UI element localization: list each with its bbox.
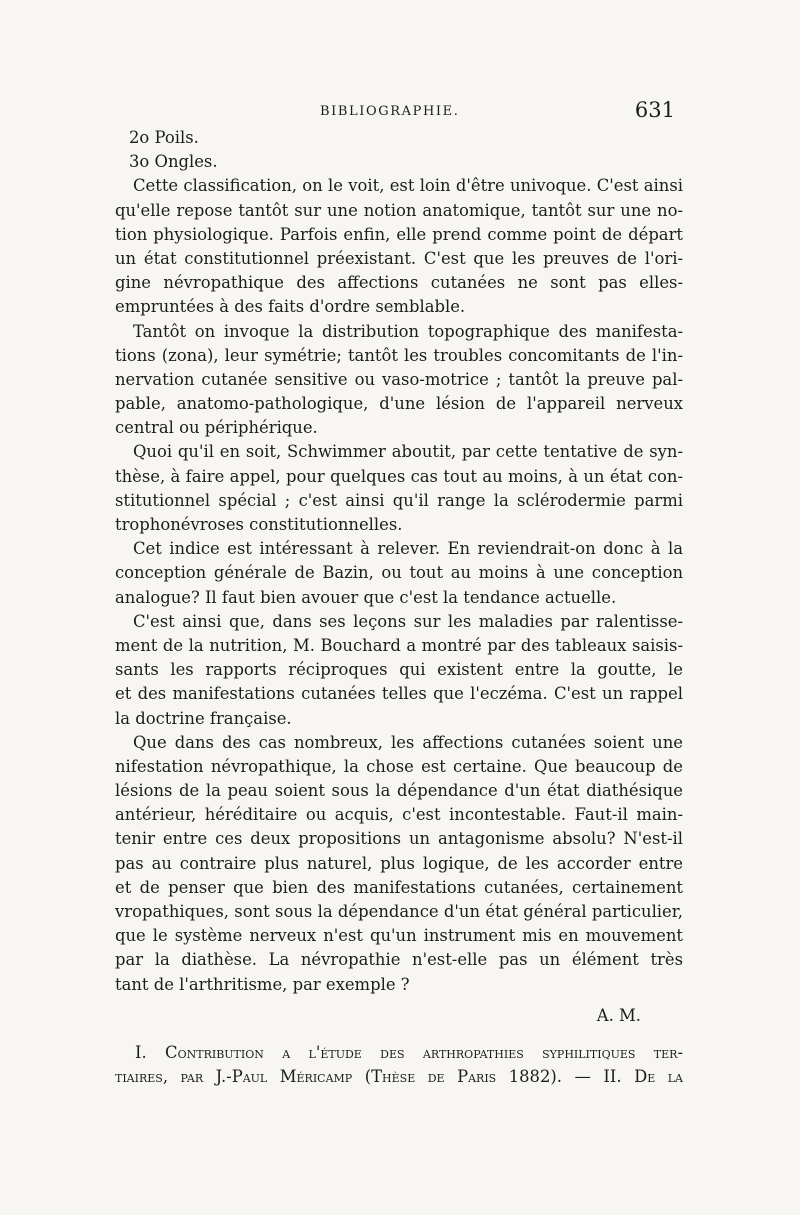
- text-line: et des manifestations cutanées telles que l'eczéma. C'est un rappel: [115, 684, 683, 704]
- text-line: tant de l'arthritisme, par exemple ?: [115, 974, 410, 994]
- text-line: Que dans des cas nombreux, les affections cutanées soient une: [133, 732, 683, 752]
- text-line: thèse, à faire appel, pour quelques cas tout au moins, à un état con-: [115, 466, 683, 486]
- text-line: empruntées à des faits d'ordre semblable.: [115, 297, 466, 317]
- text-line: conception générale de Bazin, ou tout au moins à une conception: [115, 563, 683, 583]
- text-line: Cet indice est intéressant à relever. En reviendrait-on donc à la: [133, 539, 683, 559]
- text-line: 3o Ongles.: [129, 152, 218, 172]
- text-line: nifestation névropathique, la chose est certaine. Que beaucoup de: [115, 756, 683, 776]
- text-line: trophonévroses constitutionnelles.: [115, 515, 403, 534]
- text-line: central ou périphérique.: [115, 418, 318, 438]
- text-line: un état constitutionnel préexistant. C'est que les preuves de l'ori-: [115, 248, 683, 268]
- text-line: lésions de la peau soient sous la dépendance d'un état diathésique: [115, 781, 683, 801]
- text-line: tions (zona), leur symétrie; tantôt les troubles concomitants de l'in-: [115, 345, 683, 365]
- text-line: vropathiques, sont sous la dépendance d'un état général particulier,: [115, 902, 683, 921]
- footnote-line: tiaires, par J.-Paul Méricamp (Thèse de Paris 1882). — II. De la: [115, 1066, 683, 1086]
- text-line: ment de la nutrition, M. Bouchard a montré par des tableaux saisis-: [115, 635, 683, 655]
- text-line: nervation cutanée sensitive ou vaso-motrice ; tantôt la preuve pal-: [115, 369, 683, 389]
- author-signature: A. M.: [596, 1005, 641, 1025]
- text-line: Quoi qu'il en soit, Schwimmer aboutit, par cette tentative de syn-: [133, 442, 683, 462]
- text-line: que le système nerveux n'est qu'un instrument mis en mouvement: [115, 926, 683, 946]
- paragraph-lines: [115, 126, 683, 997]
- text-line: analogue? Il faut bien avouer que c'est la tendance actuelle.: [115, 587, 617, 607]
- text-line: la doctrine française.: [115, 708, 292, 728]
- text-line: 2o Poils.: [129, 128, 199, 147]
- text-line: qu'elle repose tantôt sur une notion anatomique, tantôt sur une no-: [115, 200, 683, 220]
- text-line: sants les rapports réciproques qui existent entre la goutte, le: [115, 660, 683, 680]
- text-line: tion physiologique. Parfois enfin, elle prend comme point de départ: [115, 224, 683, 244]
- text-line: tenir entre ces deux propositions un antagonisme absolu? N'est-il: [115, 829, 683, 849]
- text-line: Tantôt on invoque la distribution topographique des manifesta-: [133, 321, 683, 341]
- body-text: [115, 126, 683, 1089]
- running-header: [115, 98, 675, 128]
- text-line: et de penser que bien des manifestations cutanées, certainement: [115, 877, 683, 897]
- footnote-line: I. Contribution a l'étude des arthropathies syphilitiques ter-: [135, 1042, 683, 1062]
- text-line: pable, anatomo-pathologique, d'une lésion de l'appareil nerveux: [115, 394, 683, 414]
- text-line: par la diathèse. La névropathie n'est-elle pas un élément très: [115, 950, 683, 970]
- text-line: Cette classification, on le voit, est loin d'être univoque. C'est ainsi: [133, 176, 683, 196]
- page-number: 631: [634, 98, 675, 122]
- text-line: pas au contraire plus naturel, plus logique, de les accorder entre: [115, 853, 683, 873]
- text-line: C'est ainsi que, dans ses leçons sur les maladies par ralentisse-: [133, 611, 683, 631]
- text-line: gine névropathique des affections cutanées ne sont pas elles-: [115, 273, 683, 293]
- footnote: [115, 1041, 683, 1089]
- text-line: stitutionnel spécial ; c'est ainsi qu'il range la sclérodermie parmi: [115, 490, 683, 510]
- text-line: antérieur, héréditaire ou acquis, c'est incontestable. Faut-il main-: [115, 805, 683, 825]
- header-title: BIBLIOGRAPHIE.: [320, 104, 460, 119]
